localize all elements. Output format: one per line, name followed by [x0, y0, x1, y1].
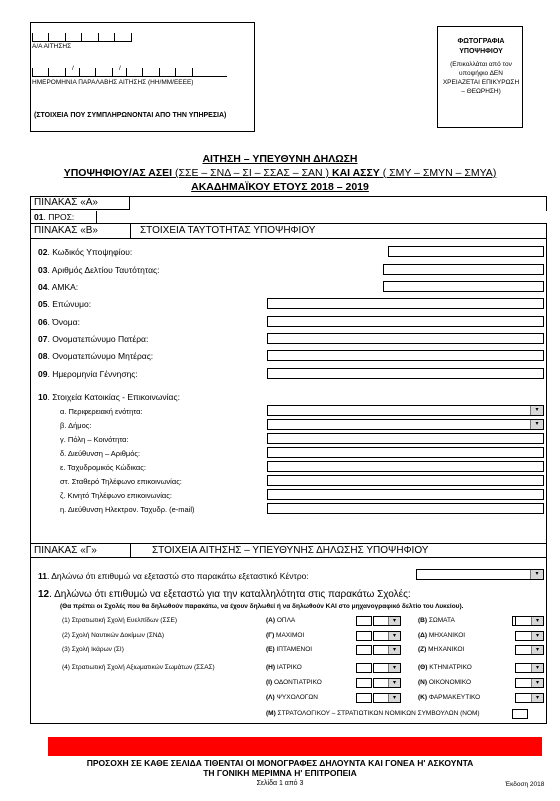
chevron-down-icon[interactable]: ▾ [388, 679, 400, 687]
exam-center-select[interactable] [416, 569, 544, 580]
q12-note: (Θα πρέπει οι Σχολές που θα δηλωθούν παρακάτω, να έχουν δηλωθεί ή να δηλωθούν ΚΑΙ στο μηχανογραφικό δελτίο του Λυκείου). [60, 603, 464, 610]
aa-label: Α/Α ΑΙΤΗΣΗΣ [32, 43, 72, 50]
service-note: (ΣΤΟΙΧΕΙΑ ΠΟΥ ΣΥΜΠΛΗΡΩΝΟΝΤΑΙ ΑΠΟ ΤΗΝ ΥΠΗΡΕΣΙΑ) [34, 112, 227, 119]
email-field[interactable] [267, 503, 544, 514]
opla-box[interactable] [356, 616, 372, 626]
row-08: 08. Ονοματεπώνυμο Μητέρας: [38, 351, 154, 361]
iatriko-box[interactable] [356, 663, 372, 673]
nom-box[interactable] [512, 709, 528, 719]
row-02: 02. Κωδικός Υποψηφίου: [38, 247, 133, 257]
photo-box [437, 26, 523, 128]
birthdate-field[interactable] [267, 368, 544, 379]
right-ktiniatriko: (Θ) ΚΤΗΝΙΑΤΡΙΚΟ [418, 664, 472, 671]
psychologon-select[interactable] [373, 693, 401, 703]
municipality-select[interactable] [267, 419, 544, 430]
municipality-label: β. Δήμος: [60, 421, 92, 430]
chevron-down-icon[interactable]: ▾ [530, 570, 543, 579]
footer-warning-2: ΤΗ ΓΟΝΙΚΗ ΜΕΡΙΜΝΑ Η' ΕΠΙΤΡΟΠΕΙΑ [203, 768, 357, 778]
chevron-down-icon[interactable]: ▾ [388, 632, 400, 640]
date-label: ΗΜΕΡΟΜΗΝΙΑ ΠΑΡΑΛΑΒΗΣ ΑΙΤΗΣΗΣ (ΗΗ/ΜΜ/ΕΕΕΕ) [32, 79, 194, 86]
chevron-down-icon[interactable]: ▾ [388, 646, 400, 654]
school-snd: (2) Σχολή Ναυτικών Δοκίμων (ΣΝΔ) [62, 632, 165, 639]
email-label: η. Διεύθυνση Ηλεκτρον. Ταχυδρ. (e-mail) [60, 505, 195, 514]
phone-field[interactable] [267, 475, 544, 486]
chevron-down-icon[interactable]: ▾ [530, 406, 543, 415]
phone-label: στ. Σταθερό Τηλέφωνο επικοινωνίας: [60, 477, 182, 486]
form-frame [30, 196, 547, 724]
right-farmakeutiko: (Κ) ΦΑΡΜΑΚΕΥΤΙΚΟ [418, 694, 481, 701]
iptamenoi-select[interactable] [373, 645, 401, 655]
mother-name-field[interactable] [267, 350, 544, 361]
mid-odontiatriko: (Ι) ΟΔΟΝΤΙΑΤΡΙΚΟ [266, 679, 322, 686]
form-subtitle: ΥΠΟΨΗΦΙΟΥ/ΑΣ ΑΣΕΙ (ΣΣΕ – ΣΝΔ – ΣΙ – ΣΣΑΣ – ΣΑΝ ) ΚΑΙ ΑΣΣΥ ( ΣΜΥ – ΣΜΥΝ – ΣΜΥΑ) [63, 167, 497, 179]
address-field[interactable] [267, 447, 544, 458]
amka-field[interactable] [383, 281, 544, 292]
right-mixanikoi1: (Δ) ΜΗΧΑΝΙΚΟΙ [418, 632, 466, 639]
red-warning-bar [48, 737, 542, 756]
table-c-header: ΠΙΝΑΚΑΣ «Γ» ΣΤΟΙΧΕΙΑ ΑΙΤΗΣΗΣ – ΥΠΕΥΘΥΝΗΣ ΔΗΛΩΣΗΣ ΥΠΟΨΗΦΙΟΥ [30, 543, 547, 558]
mixanikoi2-select[interactable] [515, 645, 544, 655]
right-oikonomiko: (Ν) ΟΙΚΟΝΟΜΙΚΟ [418, 679, 472, 686]
table-a-header: ΠΙΝΑΚΑΣ «Α» [30, 196, 130, 210]
date-boxes[interactable]: / / [32, 64, 227, 77]
name-field[interactable] [267, 316, 544, 327]
chevron-down-icon[interactable]: ▾ [388, 694, 400, 702]
chevron-down-icon[interactable]: ▾ [531, 694, 543, 702]
right-somata: (Β) ΣΩΜΑΤΑ [418, 617, 455, 624]
city-field[interactable] [267, 433, 544, 444]
postal-field[interactable] [267, 461, 544, 472]
photo-note: (Επικολλάται από τον υποψήφιο ΔΕΝ ΧΡΕΙΑΖΕΤΑΙ ΕΠΙΚΥΡΩΣΗ – ΘΕΩΡΗΣΗ) [442, 61, 520, 95]
id-number-field[interactable] [383, 264, 544, 275]
row-09: 09. Ημερομηνία Γέννησης: [38, 369, 138, 379]
iptamenoi-box[interactable] [356, 645, 372, 655]
region-label: α. Περιφερειακή ενότητα: [60, 407, 143, 416]
postal-label: ε. Ταχυδρομικός Κώδικας: [60, 463, 146, 472]
father-name-field[interactable] [267, 333, 544, 344]
city-label: γ. Πόλη – Κοινότητα: [60, 435, 129, 444]
form-title: ΑΙΤΗΣΗ – ΥΠΕΥΘΥΝΗ ΔΗΛΩΣΗ [202, 153, 358, 165]
row-05: 05. Επώνυμο: [38, 299, 92, 309]
mid-iptamenoi: (Ε) ΙΠΤΑΜΕΝΟΙ [266, 646, 313, 653]
chevron-down-icon[interactable]: ▾ [531, 664, 543, 672]
school-sse: (1) Στρατιωτική Σχολή Ευελπίδων (ΣΣΕ) [62, 617, 177, 624]
pros-field[interactable] [96, 211, 547, 223]
mid-opla: (Α) ΟΠΛΑ [266, 617, 296, 624]
academic-year: ΑΚΑΔΗΜΑΪΚΟΥ ΕΤΟΥΣ 2018 – 2019 [191, 181, 369, 193]
footer-warning-1: ΠΡΟΣΟΧΗ ΣΕ ΚΑΘΕ ΣΕΛΙΔΑ ΤΙΘΕΝΤΑΙ ΟΙ ΜΟΝΟΓΡΑΦΕΣ ΔΗΛΟΥΝΤΑ ΚΑΙ ΓΟΝΕΑ Η' ΑΣΚΟΥΝΤΑ [86, 758, 474, 768]
opla-select[interactable] [373, 616, 401, 626]
somata-select[interactable] [515, 616, 544, 626]
row-04: 04. ΑΜΚΑ: [38, 282, 79, 292]
chevron-down-icon[interactable]: ▾ [530, 420, 543, 429]
chevron-down-icon[interactable]: ▾ [531, 679, 543, 687]
chevron-down-icon[interactable]: ▾ [531, 632, 543, 640]
chevron-down-icon[interactable]: ▾ [531, 617, 543, 625]
q12-label: 12. Δηλώνω ότι επιθυμώ να εξεταστώ για την καταλληλότητα στις παρακάτω Σχολές: [38, 589, 411, 600]
photo-title: ΦΩΤΟΓΡΑΦΙΑ ΥΠΟΨΗΦΙΟΥ [457, 38, 505, 55]
psychologon-box[interactable] [356, 693, 372, 703]
chevron-down-icon[interactable]: ▾ [388, 664, 400, 672]
row-07: 07. Ονοματεπώνυμο Πατέρα: [38, 334, 149, 344]
region-select[interactable] [267, 405, 544, 416]
odontiatriko-box[interactable] [356, 678, 372, 688]
row-10: 10. Στοιχεία Κατοικίας - Επικοινωνίας: [38, 392, 180, 402]
ktiniatriko-select[interactable] [515, 663, 544, 673]
row-06: 06. Όνομα: [38, 317, 80, 327]
maximoi-box[interactable] [356, 631, 372, 641]
mobile-field[interactable] [267, 489, 544, 500]
oikonomiko-select[interactable] [515, 678, 544, 688]
q11-label: 11. Δηλώνω ότι επιθυμώ να εξεταστώ στο παρακάτω εξεταστικό Κέντρο: [38, 571, 309, 581]
page-number: Σελίδα 1 από 3 [256, 780, 304, 787]
mid-maximoi: (Γ) ΜΑΧΙΜΟΙ [266, 632, 305, 639]
iatriko-select[interactable] [373, 663, 401, 673]
mixanikoi1-select[interactable] [515, 631, 544, 641]
mobile-label: ζ. Κινητό Τηλέφωνο επικοινωνίας: [60, 491, 172, 500]
candidate-code-field[interactable] [388, 246, 544, 257]
edition: Έκδοση 2018 [505, 781, 545, 788]
mid-psychologon: (Λ) ΨΥΧΟΛΟΓΩΝ [266, 694, 318, 701]
address-label: δ. Διεύθυνση – Αριθμός: [60, 449, 141, 458]
table-b-header: ΠΙΝΑΚΑΣ «Β» ΣΤΟΙΧΕΙΑ ΤΑΥΤΟΤΗΤΑΣ ΥΠΟΨΗΦΙΟΥ [30, 224, 547, 239]
mid-iatriko: (Η) ΙΑΤΡΙΚΟ [266, 664, 302, 671]
row-03: 03. Αριθμός Δελτίου Ταυτότητας: [38, 265, 160, 275]
odontiatriko-select[interactable] [373, 678, 401, 688]
right-mixanikoi2: (Ζ) ΜΗΧΑΝΙΚΟΙ [418, 646, 465, 653]
school-si: (3) Σχολή Ικάρων (ΣΙ) [62, 646, 124, 653]
surname-field[interactable] [267, 298, 544, 309]
aa-boxes[interactable] [32, 29, 132, 42]
school-ssas: (4) Στρατιωτική Σχολή Αξιωματικών Σωμάτων (ΣΣΑΣ) [62, 664, 215, 671]
farmakeutiko-select[interactable] [515, 693, 544, 703]
maximoi-select[interactable] [373, 631, 401, 641]
table-a-row: 01. ΠΡΟΣ: [30, 210, 547, 224]
chevron-down-icon[interactable]: ▾ [388, 617, 400, 625]
chevron-down-icon[interactable]: ▾ [531, 646, 543, 654]
mid-nom: (Μ) ΣΤΡΑΤΟΛΟΓΙΚΟΥ – ΣΤΡΑΤΙΩΤΙΚΩΝ ΝΟΜΙΚΩΝ ΣΥΜΒΟΥΛΩΝ (ΝΟΜ) [266, 710, 480, 717]
